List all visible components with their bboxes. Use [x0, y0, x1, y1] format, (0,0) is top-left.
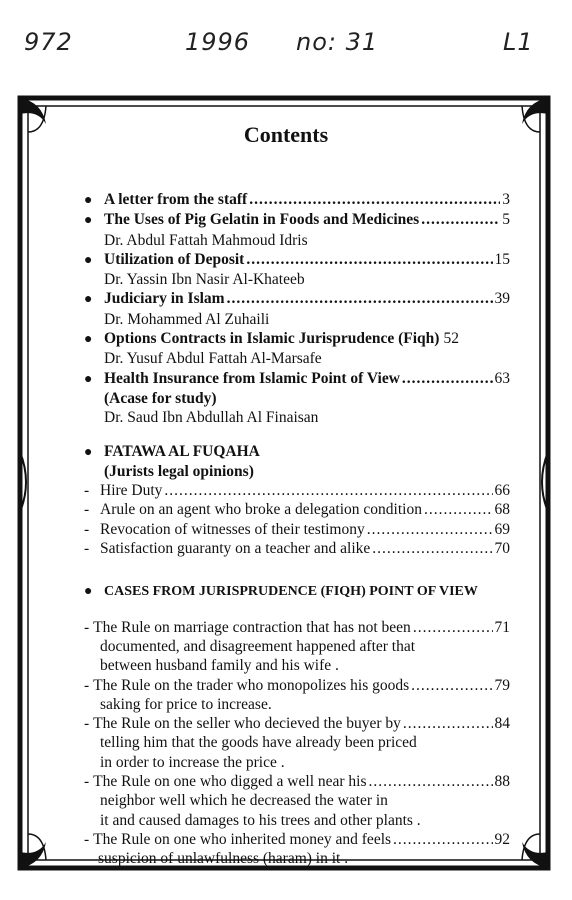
toc-entry-title: Health Insurance from Islamic Point of View — [104, 369, 400, 387]
cases-heading: CASES FROM JURISPRUDENCE (FIQH) POINT OF VIEW — [104, 584, 478, 600]
case-entry-first-line — [84, 618, 510, 637]
bullet-icon: ● — [84, 332, 93, 348]
toc-entry-title: The Rule on the seller who decieved the buyer by — [93, 715, 401, 733]
toc-entry — [84, 329, 510, 349]
toc-entry-title: The Rule on one who digged a well near his — [93, 773, 367, 791]
case-entry-first-line — [84, 772, 510, 791]
toc-page-number: 39 — [494, 290, 510, 308]
toc-page-number: 63 — [494, 369, 510, 387]
dash-marker: - — [84, 715, 90, 733]
dash-marker: - — [84, 482, 90, 500]
dot-leader — [367, 520, 493, 539]
toc-entry-title: The Rule on one who inherited money and feels — [93, 830, 392, 848]
toc-page-number: 79 — [494, 676, 510, 694]
case-entry — [84, 772, 510, 830]
toc-page-number: 52 — [443, 330, 459, 348]
dot-leader — [421, 210, 500, 229]
toc-entry-author: Dr. Saud Ibn Abdullah Al Finaisan — [104, 409, 319, 427]
case-entry — [84, 714, 510, 772]
toc-entry-author: Dr. Yusuf Abdul Fattah Al-Marsafe — [104, 350, 322, 368]
dot-leader — [369, 772, 493, 791]
toc-entry-subtitle: (Acase for study) — [104, 389, 217, 407]
toc-entry-title: A letter from the staff — [104, 191, 248, 208]
dash-marker: - — [84, 773, 90, 791]
dash-marker: - — [84, 618, 90, 636]
case-entry-continuation: suspicion of unlawfulness (haram) in it . — [98, 850, 349, 868]
case-entry-first-line — [84, 830, 510, 849]
handwritten-note-year: 1996 — [185, 28, 251, 56]
bullet-icon: ● — [84, 252, 93, 268]
dash-marker: - — [84, 520, 90, 538]
fatawa-section — [84, 442, 510, 559]
toc-entry — [84, 520, 510, 539]
dash-marker: - — [84, 501, 90, 519]
case-entry-first-line — [84, 714, 510, 733]
dot-leader — [249, 190, 500, 209]
toc-page-number: 84 — [494, 715, 510, 733]
case-entry-continuation: neighbor well which he decreased the water in — [100, 792, 388, 810]
dash-marker: - — [84, 676, 90, 694]
toc-entry — [84, 289, 510, 309]
toc-entry — [84, 190, 510, 210]
table-of-contents — [84, 190, 510, 869]
dot-leader — [413, 618, 493, 637]
case-entry — [84, 618, 510, 676]
handwritten-note-code: L1 — [503, 28, 534, 56]
toc-entry — [84, 539, 510, 558]
page-title: Contents — [243, 122, 329, 147]
toc-entry — [84, 481, 510, 500]
case-entry-first-line — [84, 676, 510, 695]
handwritten-note-number: 972 — [24, 28, 73, 56]
fatawa-heading: FATAWA AL FUQAHA — [104, 442, 260, 460]
dash-marker: - — [84, 830, 90, 848]
case-entry-continuation: documented, and disagreement happened after that — [100, 637, 416, 655]
toc-entry — [84, 500, 510, 519]
dot-leader — [403, 714, 493, 733]
dot-leader — [393, 830, 492, 849]
case-entry-continuation: saking for price to increase. — [100, 695, 272, 713]
case-entry-continuation: telling him that the goods have already been priced — [100, 734, 417, 752]
dot-leader — [411, 676, 492, 695]
case-entry — [84, 830, 510, 869]
toc-entry — [84, 369, 510, 389]
fatawa-subheading: (Jurists legal opinions) — [104, 462, 254, 480]
case-entry — [84, 676, 510, 715]
section-heading — [84, 582, 510, 601]
dash-marker: - — [84, 540, 90, 558]
toc-entry-title: The Rule on the trader who monopolizes his goods — [93, 676, 410, 694]
dot-leader — [424, 500, 493, 519]
toc-page-number: 68 — [494, 501, 510, 519]
toc-entry-title: Utilization of Deposit — [104, 250, 245, 268]
toc-page-number: 70 — [494, 540, 510, 558]
toc-page-number: 15 — [494, 250, 510, 268]
section-heading — [84, 442, 510, 462]
bullet-icon: ● — [84, 213, 93, 229]
toc-entry-title: Revocation of witnesses of their testimony — [100, 520, 365, 538]
toc-page-number: 5 — [502, 211, 510, 229]
cases-section — [84, 582, 510, 868]
toc-page-number: 88 — [494, 773, 510, 791]
case-entry-continuation: between husband family and his wife . — [100, 657, 339, 675]
toc-page-number: 92 — [494, 830, 510, 848]
toc-page-number: 69 — [494, 520, 510, 538]
toc-entry-title: Satisfaction guaranty on a teacher and alike — [100, 540, 371, 558]
toc-entry-title: Options Contracts in Islamic Jurisprudence (Fiqh) — [104, 330, 440, 348]
dot-leader — [402, 369, 493, 388]
bullet-icon: ● — [84, 584, 93, 600]
toc-entry-title: Hire Duty — [100, 482, 163, 500]
dot-leader — [164, 481, 492, 500]
dot-leader — [246, 250, 492, 269]
bullet-icon: ● — [84, 371, 93, 387]
bullet-icon: ● — [84, 193, 93, 208]
toc-entry-title: Arule on an agent who broke a delegation condition — [100, 501, 422, 519]
dot-leader — [227, 289, 493, 308]
bullet-icon: ● — [84, 292, 93, 308]
case-entry-continuation: in order to increase the price . — [100, 753, 285, 771]
handwritten-note-issue: no: 31 — [296, 28, 379, 56]
toc-entry-title: The Uses of Pig Gelatin in Foods and Medicines — [104, 211, 420, 229]
toc-entry — [84, 250, 510, 270]
toc-entry-author: Dr. Abdul Fattah Mahmoud Idris — [104, 231, 308, 249]
toc-page-number: 66 — [494, 482, 510, 500]
dot-leader — [372, 539, 492, 558]
toc-page-number: 71 — [494, 618, 510, 636]
toc-entry-title: Judiciary in Islam — [104, 290, 225, 308]
toc-entry — [84, 210, 510, 230]
case-entry-continuation: it and caused damages to his trees and other plants . — [100, 811, 421, 829]
articles-section — [84, 190, 510, 428]
toc-page-number: 3 — [502, 191, 510, 208]
toc-entry-title: The Rule on marriage contraction that has not been — [93, 618, 411, 636]
toc-entry-author: Dr. Mohammed Al Zuhaili — [104, 310, 270, 328]
toc-entry-author: Dr. Yassin Ibn Nasir Al-Khateeb — [104, 271, 305, 289]
bullet-icon: ● — [84, 444, 93, 460]
